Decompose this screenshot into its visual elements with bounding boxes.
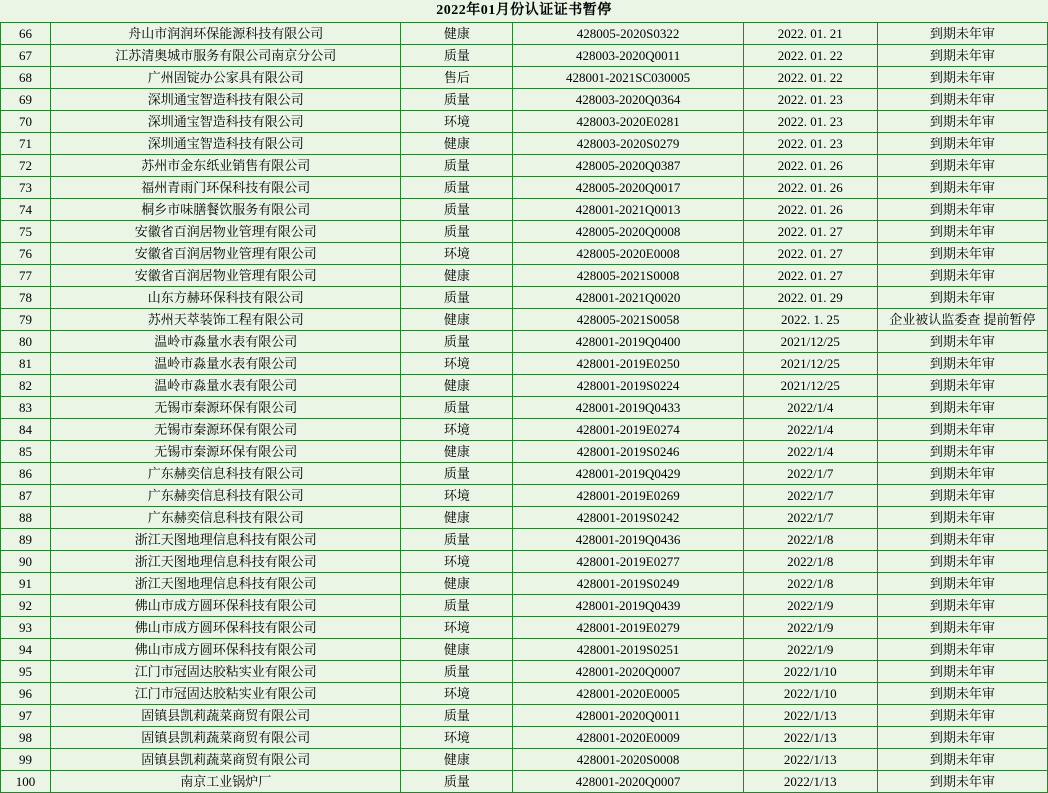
company-name: 安徽省百润居物业管理有限公司 (51, 243, 401, 265)
certificate-number: 428001-2019Q0439 (513, 595, 743, 617)
date: 2022/1/4 (743, 397, 877, 419)
table-row (1, 397, 1048, 419)
date: 2022. 01. 22 (743, 45, 877, 67)
remark: 到期未年审 (877, 221, 1047, 243)
date: 2022/1/10 (743, 683, 877, 705)
table-row (1, 617, 1048, 639)
table-row (1, 309, 1048, 331)
row-index: 95 (1, 661, 51, 683)
company-name: 佛山市成方圆环保科技有限公司 (51, 617, 401, 639)
remark: 到期未年审 (877, 595, 1047, 617)
company-name: 深圳通宝智造科技有限公司 (51, 133, 401, 155)
row-index: 80 (1, 331, 51, 353)
table-row (1, 683, 1048, 705)
remark: 到期未年审 (877, 111, 1047, 133)
date: 2022/1/7 (743, 507, 877, 529)
table-row (1, 155, 1048, 177)
row-index: 76 (1, 243, 51, 265)
row-index: 74 (1, 199, 51, 221)
company-name: 广东赫奕信息科技有限公司 (51, 463, 401, 485)
table-row (1, 265, 1048, 287)
row-index: 82 (1, 375, 51, 397)
certificate-number: 428005-2020E0008 (513, 243, 743, 265)
remark: 到期未年审 (877, 485, 1047, 507)
company-name: 浙江天图地理信息科技有限公司 (51, 573, 401, 595)
certificate-number: 428005-2020Q0017 (513, 177, 743, 199)
company-name: 固镇县凯莉蔬菜商贸有限公司 (51, 727, 401, 749)
certificate-type: 质量 (401, 199, 513, 221)
certificate-number: 428001-2019S0251 (513, 639, 743, 661)
table-row (1, 133, 1048, 155)
table-row (1, 661, 1048, 683)
table-row (1, 177, 1048, 199)
certificate-type: 质量 (401, 287, 513, 309)
row-index: 89 (1, 529, 51, 551)
row-index: 98 (1, 727, 51, 749)
certificate-type: 健康 (401, 265, 513, 287)
certificate-type: 健康 (401, 23, 513, 45)
certificate-number: 428005-2020Q0387 (513, 155, 743, 177)
company-name: 江门市冠固达胶粘实业有限公司 (51, 661, 401, 683)
row-index: 72 (1, 155, 51, 177)
certificate-type: 环境 (401, 419, 513, 441)
date: 2022/1/13 (743, 749, 877, 771)
row-index: 83 (1, 397, 51, 419)
company-name: 温岭市淼量水表有限公司 (51, 353, 401, 375)
date: 2022/1/8 (743, 573, 877, 595)
date: 2022/1/8 (743, 551, 877, 573)
certificate-number: 428001-2019S0242 (513, 507, 743, 529)
certificate-suspension-table (0, 22, 1048, 793)
certificate-number: 428001-2020E0005 (513, 683, 743, 705)
certificate-number: 428001-2021SC030005 (513, 67, 743, 89)
date: 2022. 01. 23 (743, 133, 877, 155)
certificate-number: 428001-2019S0224 (513, 375, 743, 397)
remark: 到期未年审 (877, 23, 1047, 45)
remark: 到期未年审 (877, 507, 1047, 529)
date: 2022. 01. 22 (743, 67, 877, 89)
certificate-type: 健康 (401, 309, 513, 331)
date: 2022/1/10 (743, 661, 877, 683)
date: 2022/1/9 (743, 617, 877, 639)
table-row (1, 551, 1048, 573)
certificate-number: 428001-2019E0269 (513, 485, 743, 507)
row-index: 66 (1, 23, 51, 45)
table-row (1, 727, 1048, 749)
company-name: 无锡市秦源环保有限公司 (51, 397, 401, 419)
row-index: 90 (1, 551, 51, 573)
row-index: 88 (1, 507, 51, 529)
table-row (1, 221, 1048, 243)
certificate-type: 环境 (401, 683, 513, 705)
table-row (1, 45, 1048, 67)
row-index: 92 (1, 595, 51, 617)
certificate-number: 428005-2021S0058 (513, 309, 743, 331)
company-name: 佛山市成方圆环保科技有限公司 (51, 595, 401, 617)
remark: 到期未年审 (877, 375, 1047, 397)
certificate-type: 质量 (401, 221, 513, 243)
row-index: 87 (1, 485, 51, 507)
table-row (1, 331, 1048, 353)
remark: 到期未年审 (877, 199, 1047, 221)
remark: 到期未年审 (877, 573, 1047, 595)
date: 2022/1/4 (743, 419, 877, 441)
date: 2022/1/9 (743, 639, 877, 661)
certificate-number: 428001-2021Q0020 (513, 287, 743, 309)
date: 2022/1/4 (743, 441, 877, 463)
certificate-number: 428001-2020Q0011 (513, 705, 743, 727)
certificate-type: 环境 (401, 551, 513, 573)
certificate-type: 健康 (401, 375, 513, 397)
company-name: 深圳通宝智造科技有限公司 (51, 111, 401, 133)
row-index: 100 (1, 771, 51, 793)
certificate-type: 质量 (401, 595, 513, 617)
company-name: 桐乡市味膳餐饮服务有限公司 (51, 199, 401, 221)
table-row (1, 507, 1048, 529)
remark: 到期未年审 (877, 397, 1047, 419)
table-row (1, 89, 1048, 111)
date: 2022. 01. 27 (743, 265, 877, 287)
company-name: 舟山市润润环保能源科技有限公司 (51, 23, 401, 45)
company-name: 温岭市淼量水表有限公司 (51, 375, 401, 397)
company-name: 苏州市金东纸业销售有限公司 (51, 155, 401, 177)
table-row (1, 705, 1048, 727)
certificate-number: 428001-2020Q0007 (513, 661, 743, 683)
certificate-type: 健康 (401, 133, 513, 155)
remark: 到期未年审 (877, 617, 1047, 639)
date: 2022/1/9 (743, 595, 877, 617)
remark: 到期未年审 (877, 353, 1047, 375)
row-index: 78 (1, 287, 51, 309)
table-row (1, 463, 1048, 485)
company-name: 深圳通宝智造科技有限公司 (51, 89, 401, 111)
certificate-number: 428003-2020E0281 (513, 111, 743, 133)
row-index: 79 (1, 309, 51, 331)
remark: 到期未年审 (877, 419, 1047, 441)
certificate-number: 428003-2020Q0011 (513, 45, 743, 67)
certificate-number: 428001-2020Q0007 (513, 771, 743, 793)
certificate-number: 428001-2019E0250 (513, 353, 743, 375)
certificate-type: 售后 (401, 67, 513, 89)
table-row (1, 199, 1048, 221)
row-index: 93 (1, 617, 51, 639)
row-index: 85 (1, 441, 51, 463)
certificate-type: 环境 (401, 111, 513, 133)
certificate-type: 质量 (401, 397, 513, 419)
table-row (1, 485, 1048, 507)
row-index: 67 (1, 45, 51, 67)
company-name: 浙江天图地理信息科技有限公司 (51, 551, 401, 573)
date: 2021/12/25 (743, 331, 877, 353)
certificate-number: 428001-2019E0274 (513, 419, 743, 441)
certificate-number: 428001-2019E0277 (513, 551, 743, 573)
remark: 到期未年审 (877, 749, 1047, 771)
remark: 到期未年审 (877, 243, 1047, 265)
date: 2022. 01. 26 (743, 199, 877, 221)
company-name: 佛山市成方圆环保科技有限公司 (51, 639, 401, 661)
remark: 到期未年审 (877, 441, 1047, 463)
table-row (1, 749, 1048, 771)
remark: 到期未年审 (877, 67, 1047, 89)
date: 2022. 01. 27 (743, 221, 877, 243)
certificate-type: 质量 (401, 331, 513, 353)
company-name: 江门市冠固达胶粘实业有限公司 (51, 683, 401, 705)
company-name: 浙江天图地理信息科技有限公司 (51, 529, 401, 551)
date: 2022/1/7 (743, 485, 877, 507)
company-name: 温岭市淼量水表有限公司 (51, 331, 401, 353)
row-index: 70 (1, 111, 51, 133)
date: 2022. 01. 29 (743, 287, 877, 309)
page-title: 2022年01月份认证证书暂停 (436, 3, 612, 18)
certificate-type: 质量 (401, 89, 513, 111)
certificate-type: 环境 (401, 727, 513, 749)
date: 2022. 01. 26 (743, 177, 877, 199)
certificate-type: 质量 (401, 45, 513, 67)
certificate-type: 环境 (401, 485, 513, 507)
company-name: 广东赫奕信息科技有限公司 (51, 485, 401, 507)
remark: 到期未年审 (877, 177, 1047, 199)
certificate-number: 428005-2020Q0008 (513, 221, 743, 243)
certificate-type: 质量 (401, 177, 513, 199)
remark: 到期未年审 (877, 133, 1047, 155)
date: 2022/1/8 (743, 529, 877, 551)
certificate-number: 428003-2020S0279 (513, 133, 743, 155)
company-name: 广东赫奕信息科技有限公司 (51, 507, 401, 529)
table-row (1, 419, 1048, 441)
row-index: 96 (1, 683, 51, 705)
company-name: 固镇县凯莉蔬菜商贸有限公司 (51, 749, 401, 771)
certificate-number: 428005-2021S0008 (513, 265, 743, 287)
row-index: 75 (1, 221, 51, 243)
certificate-number: 428001-2019Q0433 (513, 397, 743, 419)
certificate-number: 428001-2019Q0436 (513, 529, 743, 551)
company-name: 南京工业锅炉厂 (51, 771, 401, 793)
date: 2022. 01. 23 (743, 89, 877, 111)
remark: 到期未年审 (877, 639, 1047, 661)
table-row (1, 67, 1048, 89)
row-index: 69 (1, 89, 51, 111)
remark: 企业被认监委查 提前暂停 (877, 309, 1047, 331)
certificate-type: 健康 (401, 749, 513, 771)
table-row (1, 529, 1048, 551)
row-index: 71 (1, 133, 51, 155)
certificate-number: 428005-2020S0322 (513, 23, 743, 45)
company-name: 无锡市秦源环保有限公司 (51, 419, 401, 441)
table-row (1, 375, 1048, 397)
remark: 到期未年审 (877, 529, 1047, 551)
company-name: 山东方赫环保科技有限公司 (51, 287, 401, 309)
date: 2022/1/7 (743, 463, 877, 485)
certificate-type: 环境 (401, 243, 513, 265)
certificate-type: 环境 (401, 617, 513, 639)
remark: 到期未年审 (877, 155, 1047, 177)
company-name: 无锡市秦源环保有限公司 (51, 441, 401, 463)
certificate-type: 健康 (401, 507, 513, 529)
certificate-type: 质量 (401, 661, 513, 683)
date: 2021/12/25 (743, 353, 877, 375)
table-row (1, 287, 1048, 309)
company-name: 安徽省百润居物业管理有限公司 (51, 265, 401, 287)
certificate-number: 428001-2019S0249 (513, 573, 743, 595)
certificate-type: 健康 (401, 441, 513, 463)
company-name: 福州青雨门环保科技有限公司 (51, 177, 401, 199)
remark: 到期未年审 (877, 705, 1047, 727)
date: 2022. 1. 25 (743, 309, 877, 331)
company-name: 广州固锭办公家具有限公司 (51, 67, 401, 89)
company-name: 江苏清奥城市服务有限公司南京分公司 (51, 45, 401, 67)
table-row (1, 595, 1048, 617)
date: 2022. 01. 21 (743, 23, 877, 45)
table-row (1, 573, 1048, 595)
remark: 到期未年审 (877, 463, 1047, 485)
row-index: 97 (1, 705, 51, 727)
table-row (1, 771, 1048, 793)
remark: 到期未年审 (877, 727, 1047, 749)
company-name: 苏州天萃装饰工程有限公司 (51, 309, 401, 331)
remark: 到期未年审 (877, 331, 1047, 353)
certificate-number: 428001-2019E0279 (513, 617, 743, 639)
date: 2022/1/13 (743, 771, 877, 793)
table-row (1, 353, 1048, 375)
row-index: 77 (1, 265, 51, 287)
table-row (1, 23, 1048, 45)
date: 2022. 01. 26 (743, 155, 877, 177)
remark: 到期未年审 (877, 551, 1047, 573)
row-index: 99 (1, 749, 51, 771)
date: 2021/12/25 (743, 375, 877, 397)
remark: 到期未年审 (877, 89, 1047, 111)
remark: 到期未年审 (877, 265, 1047, 287)
row-index: 84 (1, 419, 51, 441)
certificate-type: 健康 (401, 639, 513, 661)
table-row (1, 639, 1048, 661)
table-row (1, 111, 1048, 133)
date: 2022/1/13 (743, 705, 877, 727)
certificate-number: 428001-2019Q0429 (513, 463, 743, 485)
remark: 到期未年审 (877, 683, 1047, 705)
remark: 到期未年审 (877, 771, 1047, 793)
table-row (1, 441, 1048, 463)
remark: 到期未年审 (877, 287, 1047, 309)
row-index: 68 (1, 67, 51, 89)
table-body (1, 23, 1048, 793)
certificate-type: 质量 (401, 705, 513, 727)
certificate-number: 428001-2019S0246 (513, 441, 743, 463)
remark: 到期未年审 (877, 45, 1047, 67)
certificate-type: 健康 (401, 573, 513, 595)
certificate-type: 质量 (401, 463, 513, 485)
date: 2022/1/13 (743, 727, 877, 749)
remark: 到期未年审 (877, 661, 1047, 683)
certificate-type: 质量 (401, 771, 513, 793)
certificate-type: 环境 (401, 353, 513, 375)
row-index: 81 (1, 353, 51, 375)
certificate-number: 428001-2021Q0013 (513, 199, 743, 221)
certificate-number: 428001-2020E0009 (513, 727, 743, 749)
certificate-type: 质量 (401, 155, 513, 177)
table-row (1, 243, 1048, 265)
company-name: 安徽省百润居物业管理有限公司 (51, 221, 401, 243)
certificate-number: 428001-2020S0008 (513, 749, 743, 771)
row-index: 91 (1, 573, 51, 595)
certificate-type: 质量 (401, 529, 513, 551)
row-index: 73 (1, 177, 51, 199)
company-name: 固镇县凯莉蔬菜商贸有限公司 (51, 705, 401, 727)
date: 2022. 01. 27 (743, 243, 877, 265)
row-index: 94 (1, 639, 51, 661)
date: 2022. 01. 23 (743, 111, 877, 133)
certificate-number: 428001-2019Q0400 (513, 331, 743, 353)
row-index: 86 (1, 463, 51, 485)
certificate-number: 428003-2020Q0364 (513, 89, 743, 111)
